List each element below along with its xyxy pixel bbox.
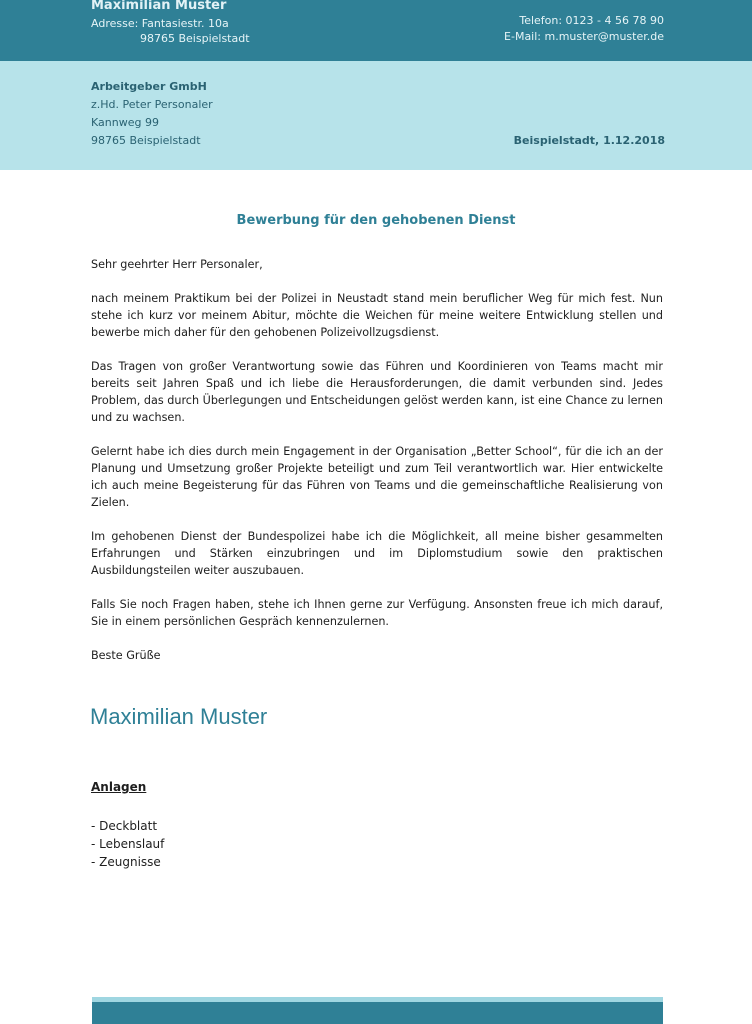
sender-contact bbox=[504, 13, 664, 45]
letter-subject: Bewerbung für den gehobenen Dienst bbox=[236, 213, 516, 228]
body-paragraph-2: Das Tragen von großer Verantwortung sowie das Führen und Koordinieren von Teams macht mir bereits seit Jahren Spaß und ich liebe die Herausforderungen, die damit verbunden sind. Jedes Problem, das durch Überlegungen und Entscheidungen gelöst werden kann, ist eine Chance zu lernen und zu wachsen. bbox=[91, 360, 663, 424]
attachment-item: - Zeugnisse bbox=[91, 855, 161, 869]
recipient-address bbox=[91, 78, 213, 150]
salutation: Sehr geehrter Herr Personaler, bbox=[91, 258, 263, 271]
recipient-city: 98765 Beispielstadt bbox=[91, 134, 201, 147]
recipient-street: Kannweg 99 bbox=[91, 116, 159, 129]
attachment-item: - Lebenslauf bbox=[91, 837, 165, 851]
sender-name: Maximilian Muster bbox=[91, 0, 227, 13]
recipient-header bbox=[0, 61, 752, 170]
attachments-list bbox=[91, 817, 164, 871]
body-paragraph-4: Im gehobenen Dienst der Bundespolizei habe ich die Möglichkeit, all meine bisher gesammelten Erfahrungen und Stärken einzubringen und im Diplomstudium sowie den praktischen Ausbildungsteilen weiter auszubauen. bbox=[91, 530, 663, 577]
sender-email: E-Mail: m.muster@muster.de bbox=[504, 30, 664, 43]
attachment-item: - Deckblatt bbox=[91, 819, 158, 833]
sender-city: 98765 Beispielstadt bbox=[140, 32, 250, 45]
sender-header bbox=[0, 0, 752, 61]
letter-date: Beispielstadt, 1.12.2018 bbox=[513, 134, 665, 147]
recipient-attn: z.Hd. Peter Personaler bbox=[91, 98, 213, 111]
signature: Maximilian Muster bbox=[90, 704, 268, 729]
attachments-title: Anlagen bbox=[91, 780, 147, 794]
body-paragraph-1: nach meinem Praktikum bei der Polizei in Neustadt stand mein beruflicher Weg für mich fest. Nun stehe ich kurz vor meinem Abitur, möchte die Weichen für meine weitere Entwicklung stellen und bewerbe mich daher für den gehobenen Polizeivollzugsdienst. bbox=[91, 292, 663, 339]
recipient-company: Arbeitgeber GmbH bbox=[91, 80, 207, 93]
body-paragraph-3: Gelernt habe ich dies durch mein Engagement in der Organisation „Better School“, für die ich an der Planung und Umsetzung großer Projekte beteiligt und zum Teil verantwortlich war. Hier entwickelte ich auch meine Begeisterung für das Führen von Teams und die gemeinschaftliche Realisierung von Zielen. bbox=[91, 445, 663, 509]
sender-phone: Telefon: 0123 - 4 56 78 90 bbox=[519, 14, 664, 27]
closing: Beste Grüße bbox=[91, 649, 161, 662]
footer-bar bbox=[92, 997, 663, 1024]
body-paragraph-5: Falls Sie noch Fragen haben, stehe ich Ihnen gerne zur Verfügung. Ansonsten freue ich mich darauf, Sie in einem persönlichen Gespräch kennenzulernen. bbox=[91, 598, 663, 628]
sender-address: Adresse: Fantasiestr. 10a bbox=[91, 17, 229, 30]
letter-body bbox=[91, 256, 663, 681]
